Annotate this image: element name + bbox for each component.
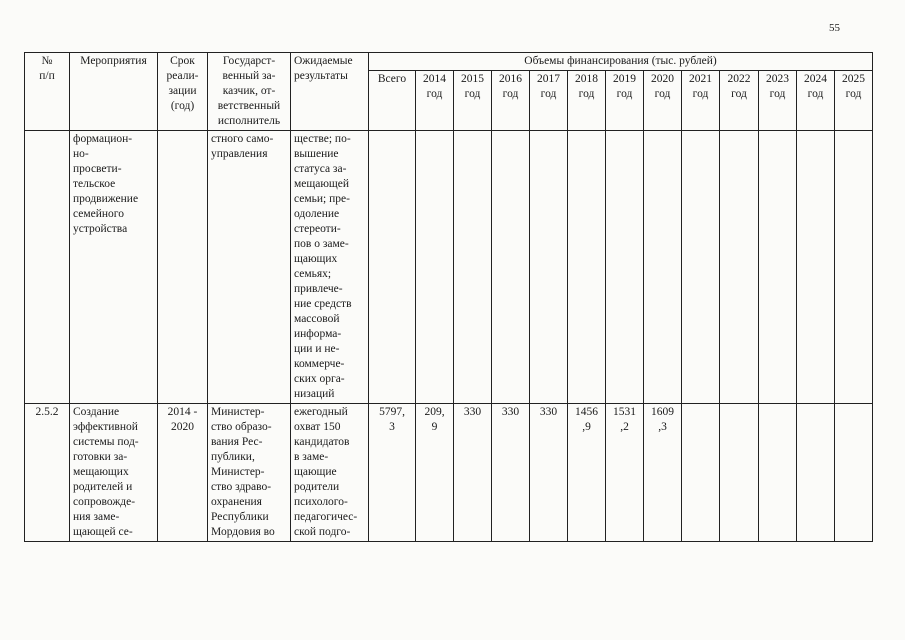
header-year: 2021 год bbox=[682, 71, 720, 131]
row-value bbox=[568, 131, 606, 404]
row-value: 1609 ,3 bbox=[644, 404, 682, 542]
row-term bbox=[158, 131, 208, 404]
page-number: 55 bbox=[829, 22, 840, 34]
header-year: 2024 год bbox=[797, 71, 835, 131]
row-event: Создание эффективной системы под- готовки за- мещающих родителей и сопровожде- ния заме- щающей се- bbox=[70, 404, 158, 542]
header-year: 2018 год bbox=[568, 71, 606, 131]
row-customer: стного само- управления bbox=[208, 131, 291, 404]
row-term: 2014 - 2020 bbox=[158, 404, 208, 542]
row-value bbox=[835, 404, 873, 542]
row-value bbox=[720, 404, 759, 542]
header-total: Всего bbox=[369, 71, 416, 131]
row-value bbox=[759, 404, 797, 542]
row-value: 209, 9 bbox=[416, 404, 454, 542]
header-year: 2017 год bbox=[530, 71, 568, 131]
row-number: 2.5.2 bbox=[25, 404, 70, 542]
row-value: 1531 ,2 bbox=[606, 404, 644, 542]
header-year: 2016 год bbox=[492, 71, 530, 131]
table-row bbox=[25, 404, 873, 542]
row-value bbox=[682, 404, 720, 542]
row-number bbox=[25, 131, 70, 404]
row-value: 330 bbox=[454, 404, 492, 542]
header-year: 2025 год bbox=[835, 71, 873, 131]
header-year: 2023 год bbox=[759, 71, 797, 131]
header-year: 2020 год bbox=[644, 71, 682, 131]
header-year: 2014 год bbox=[416, 71, 454, 131]
table-row bbox=[25, 131, 873, 404]
row-value bbox=[644, 131, 682, 404]
header-row-1 bbox=[25, 53, 873, 71]
row-total: 5797, 3 bbox=[369, 404, 416, 542]
header-term: Срок реали- зации (год) bbox=[158, 53, 208, 131]
row-value bbox=[530, 131, 568, 404]
row-value bbox=[682, 131, 720, 404]
header-event: Мероприятия bbox=[70, 53, 158, 131]
row-value bbox=[416, 131, 454, 404]
header-year: 2022 год bbox=[720, 71, 759, 131]
header-year: 2015 год bbox=[454, 71, 492, 131]
header-results: Ожидаемые результаты bbox=[291, 53, 369, 131]
header-year: 2019 год bbox=[606, 71, 644, 131]
row-value: 1456 ,9 bbox=[568, 404, 606, 542]
row-value bbox=[797, 404, 835, 542]
header-customer: Государст- венный за- казчик, от- ветственный исполнитель bbox=[208, 53, 291, 131]
row-customer: Министер- ство образо- вания Рес- публики, Министер- ство здраво- охранения Республики Мордовия во bbox=[208, 404, 291, 542]
row-value bbox=[606, 131, 644, 404]
row-value: 330 bbox=[530, 404, 568, 542]
row-value bbox=[720, 131, 759, 404]
row-value bbox=[797, 131, 835, 404]
row-value: 330 bbox=[492, 404, 530, 542]
row-value bbox=[759, 131, 797, 404]
header-funding: Объемы финансирования (тыс. рублей) bbox=[369, 53, 873, 71]
row-results: ществе; по- вышение статуса за- мещающей семьи; пре- одоление стереоти- пов о заме- щающих семьях; привлече- ние средств массовой информа- ции и не- коммерче- ских орга- низаций bbox=[291, 131, 369, 404]
row-value bbox=[835, 131, 873, 404]
row-total bbox=[369, 131, 416, 404]
funding-table bbox=[24, 52, 873, 542]
row-value bbox=[454, 131, 492, 404]
header-number: № п/п bbox=[25, 53, 70, 131]
row-value bbox=[492, 131, 530, 404]
row-event: формацион- но- просвети- тельское продвижение семейного устройства bbox=[70, 131, 158, 404]
row-results: ежегодный охват 150 кандидатов в заме- щающие родители психолого- педагогичес- ской подго- bbox=[291, 404, 369, 542]
